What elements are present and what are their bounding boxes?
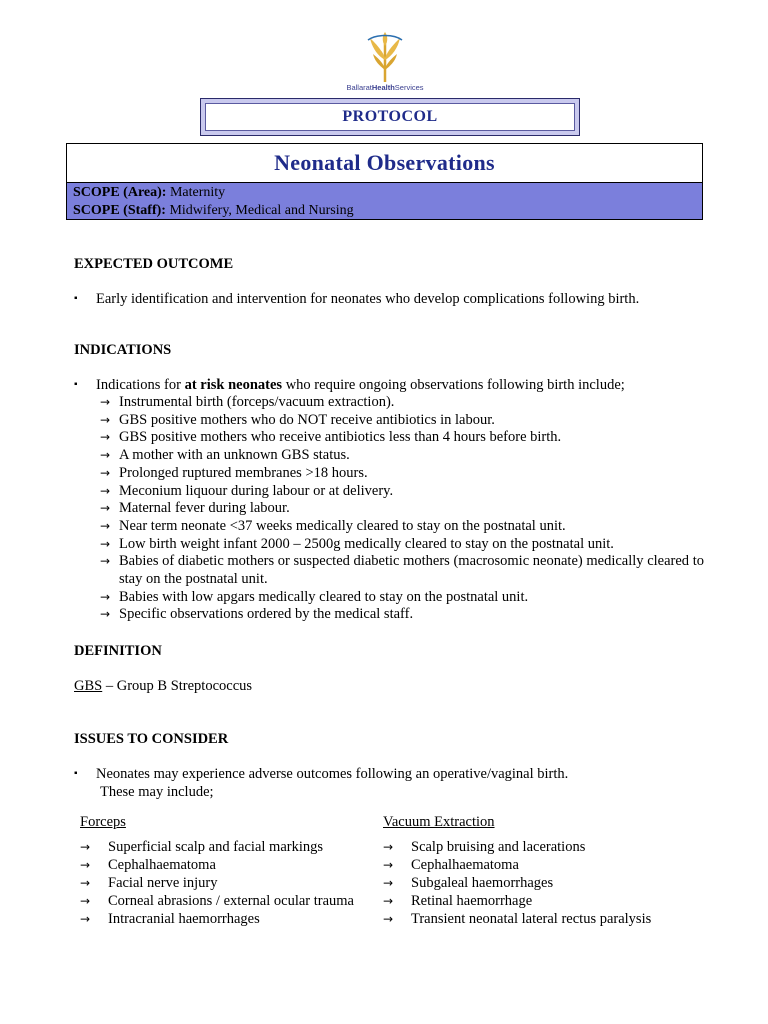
- list-item: → Prolonged ruptured membranes >18 hours.: [100, 464, 368, 481]
- indications-intro: ▪ Indications for at risk neonates who require ongoing observations following birth include;: [74, 376, 704, 394]
- arrow-right-icon: →: [100, 501, 111, 516]
- list-item: → Meconium liquour during labour or at delivery.: [100, 482, 394, 499]
- list-item: → Superficial scalp and facial markings: [80, 839, 324, 855]
- arrow-right-icon: →: [100, 465, 111, 480]
- arrow-right-icon: →: [100, 589, 111, 604]
- title-box: [66, 143, 703, 220]
- list-item: → Maternal fever during labour.: [100, 500, 290, 517]
- forceps-list: [80, 838, 370, 928]
- definition-term: GBS: [74, 678, 103, 695]
- issues-bullet: ▪ Neonates may experience adverse outcomes following an operative/vaginal birth. These may include;: [74, 765, 704, 801]
- arrow-right-icon: →: [383, 840, 394, 854]
- expected-outcome-bullet: ▪ Early identification and intervention for neonates who develop complications following birth.: [74, 290, 704, 308]
- vacuum-list: [383, 838, 703, 928]
- arrow-right-icon: →: [100, 607, 111, 622]
- list-item: → Scalp bruising and lacerations: [383, 839, 586, 855]
- list-item: → GBS positive mothers who do NOT receive antibiotics in labour.: [100, 411, 495, 428]
- protocol-label: PROTOCOL: [205, 103, 575, 131]
- list-item: → Intracranial haemorrhages: [80, 911, 260, 927]
- scope-staff-line: SCOPE (Staff): Midwifery, Medical and Nursing: [73, 203, 354, 218]
- list-item: → Facial nerve injury: [80, 875, 218, 891]
- definition-heading: DEFINITION: [74, 643, 162, 660]
- indications-list: [74, 394, 704, 624]
- list-item: → Specific observations ordered by the medical staff.: [100, 606, 414, 623]
- list-item: → Subgaleal haemorrhages: [383, 875, 554, 891]
- list-item: → Transient neonatal lateral rectus paralysis: [383, 911, 652, 927]
- arrow-right-icon: →: [100, 536, 111, 551]
- page-title: Neonatal Observations: [274, 150, 495, 175]
- list-item: → Cephalhaematoma: [383, 857, 519, 873]
- document-body: [74, 255, 704, 801]
- forceps-heading: Forceps: [80, 814, 126, 830]
- arrow-right-icon: →: [100, 430, 111, 445]
- list-item: → GBS positive mothers who receive antibiotics less than 4 hours before birth.: [100, 429, 562, 446]
- arrow-right-icon: →: [383, 894, 394, 908]
- arrow-right-icon: →: [100, 412, 111, 427]
- arrow-right-icon: →: [80, 912, 91, 926]
- arrow-right-icon: →: [383, 912, 394, 926]
- list-item: → Near term neonate <37 weeks medically cleared to stay on the postnatal unit.: [100, 517, 566, 534]
- list-item: → Corneal abrasions / external ocular trauma: [80, 893, 354, 909]
- vacuum-column: [383, 812, 703, 928]
- arrow-right-icon: →: [80, 858, 91, 872]
- scope-area-line: SCOPE (Area): Maternity: [73, 185, 226, 200]
- indications-heading: INDICATIONS: [74, 342, 172, 358]
- list-item: → Retinal haemorrhage: [383, 893, 533, 909]
- definition-text: GBS – Group B Streptococcus: [74, 678, 253, 695]
- scope-panel: [67, 182, 702, 219]
- arrow-right-icon: →: [100, 395, 111, 409]
- arrow-right-icon: →: [80, 840, 91, 854]
- outcomes-columns: [80, 812, 700, 962]
- list-item: → Low birth weight infant 2000 – 2500g medically cleared to stay on the postnatal unit.: [100, 535, 614, 552]
- arrow-right-icon: →: [80, 876, 91, 890]
- wheat-logo-icon: [360, 30, 410, 84]
- vacuum-heading: Vacuum Extraction: [383, 814, 495, 830]
- arrow-right-icon: →: [383, 858, 394, 872]
- list-item: → Babies of diabetic mothers or suspected diabetic mothers (macrosomic neonate) medically cleared to stay on the postnatal unit.: [100, 553, 704, 588]
- forceps-column: [80, 812, 370, 928]
- list-item: → Babies with low apgars medically cleared to stay on the postnatal unit.: [100, 588, 529, 605]
- expected-outcome-heading: EXPECTED OUTCOME: [74, 256, 234, 272]
- arrow-right-icon: →: [80, 894, 91, 908]
- list-item: → Cephalhaematoma: [80, 857, 216, 873]
- arrow-right-icon: →: [100, 448, 111, 463]
- logo-wordmark: BallaratHealthServices: [346, 83, 424, 92]
- arrow-right-icon: →: [100, 483, 111, 498]
- arrow-right-icon: →: [100, 554, 111, 569]
- issues-heading: ISSUES TO CONSIDER: [74, 731, 229, 748]
- protocol-banner: [200, 98, 580, 136]
- list-item: → Instrumental birth (forceps/vacuum extraction).: [100, 394, 395, 410]
- arrow-right-icon: →: [100, 518, 111, 533]
- list-item: → A mother with an unknown GBS status.: [100, 447, 350, 464]
- arrow-right-icon: →: [383, 876, 394, 890]
